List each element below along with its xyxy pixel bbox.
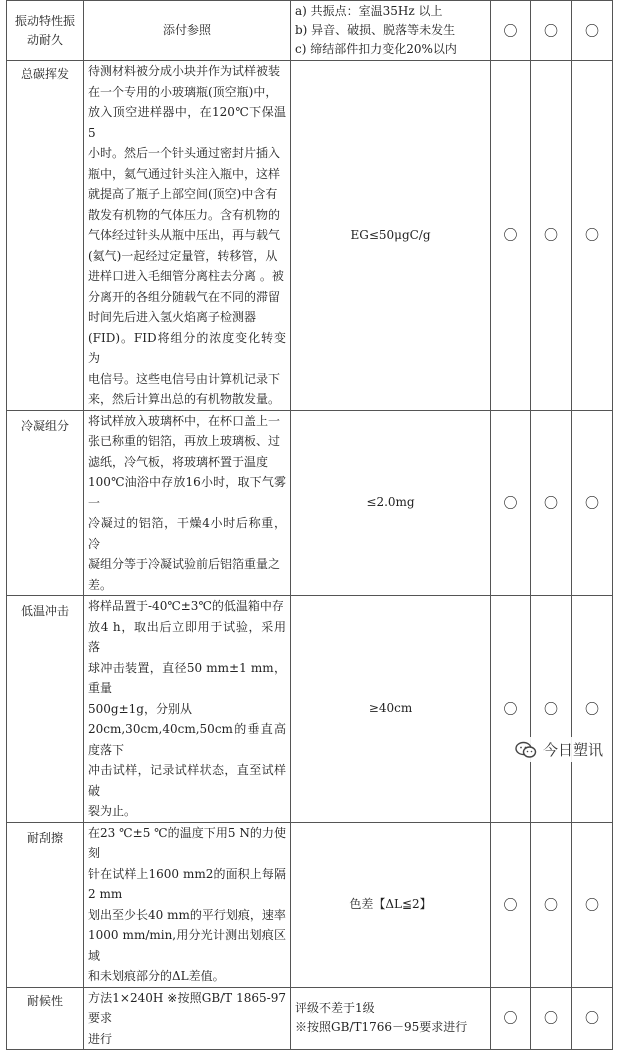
method-line: 1000 mm/min,用分光计测出划痕区域 xyxy=(88,928,286,963)
mark-cell: 〇 xyxy=(531,1,572,61)
method-line: 划出至少长40 mm的平行划痕，速率 xyxy=(88,907,286,922)
standard-line: b) 异音、破损、脱落等未发生 xyxy=(295,23,456,37)
standard-cell xyxy=(291,1,491,61)
method-line: 添付参照 xyxy=(162,23,211,37)
item-name-cell: 冷凝组分 xyxy=(7,410,84,596)
method-line: 小时。然后一个针头通过密封片插入 xyxy=(88,146,281,160)
method-line: 差。 xyxy=(88,577,113,592)
mark-cell: 〇 xyxy=(491,987,531,1050)
method-line: 放入顶空进样器中，在120℃下保温5 xyxy=(88,105,286,140)
method-line: 就提高了瓶子上部空间(顶空)中含有 xyxy=(88,187,278,201)
method-line: 针在试样上1600 mm2的面积上每隔2 mm xyxy=(88,866,286,901)
method-cell xyxy=(84,410,291,596)
method-line: 方法1×240H ※按照GB/T 1865-97要求 xyxy=(88,990,286,1025)
method-line: (氦气)一起经过定量管，转移管，从 xyxy=(88,248,278,263)
method-line: 在一个专用的小玻璃瓶(顶空瓶)中， xyxy=(88,84,278,99)
item-name-line-1: 振动特性振 xyxy=(14,13,75,28)
standard-line: 评级不差于1级 xyxy=(295,1001,375,1016)
mark-cell: 〇 xyxy=(491,410,531,596)
standard-line: ※按照GB/T1766－95要求进行 xyxy=(295,1020,468,1035)
method-line: 和未划痕部分的ΔL差值。 xyxy=(88,969,225,983)
watermark xyxy=(509,737,609,762)
table-row xyxy=(7,596,613,823)
method-cell xyxy=(84,987,291,1050)
method-line: 500g±1g，分别从 xyxy=(88,701,192,716)
standard-line: c) 缔结部件扣力变化20%以内 xyxy=(295,42,457,56)
table-row xyxy=(7,410,613,596)
method-cell xyxy=(84,822,291,987)
method-line: 分离开的各组分随载气在不同的滞留 xyxy=(88,289,281,304)
mark-cell: 〇 xyxy=(491,61,531,411)
item-name-cell: 低温冲击 xyxy=(7,596,84,823)
mark-cell: 〇 xyxy=(531,987,572,1050)
mark-cell: 〇 xyxy=(531,596,572,823)
standard-cell: ≤2.0mg xyxy=(291,410,491,596)
method-line: 凝组分等于冷凝试验前后铝箔重量之 xyxy=(88,557,281,571)
mark-cell: 〇 xyxy=(491,1,531,61)
mark-cell: 〇 xyxy=(572,1,613,61)
item-name-cell: 耐刮擦 xyxy=(7,822,84,987)
mark-cell: 〇 xyxy=(531,410,572,596)
wechat-icon xyxy=(515,741,537,759)
method-line: 进样口进入毛细管分离柱去分离 。被 xyxy=(88,269,284,283)
mark-cell: 〇 xyxy=(491,822,531,987)
spec-table xyxy=(6,0,613,1050)
mark-cell: 〇 xyxy=(491,596,531,823)
item-name-cell: 耐候性 xyxy=(7,987,84,1050)
method-line: 滤纸，冷气板，将玻璃杯置于温度 xyxy=(88,454,269,469)
standard-cell: EG≤50μgC/g xyxy=(291,61,491,411)
method-line: 冷凝过的铝箔，干燥4小时后称重，冷 xyxy=(88,516,286,551)
mark-cell: 〇 xyxy=(572,596,613,823)
method-line: 放4 h，取出后立即用于试验，采用落 xyxy=(88,619,286,654)
method-line: 将试样放入玻璃杯中，在杯口盖上一 xyxy=(88,413,281,428)
method-cell xyxy=(84,61,291,411)
mark-cell: 〇 xyxy=(572,410,613,596)
method-cell xyxy=(84,596,291,823)
table-row xyxy=(7,822,613,987)
mark-cell: 〇 xyxy=(531,61,572,411)
method-line: 瓶中，氦气通过针头注入瓶中，这样 xyxy=(88,166,281,181)
mark-cell: 〇 xyxy=(531,822,572,987)
watermark-text: 今日塑讯 xyxy=(542,741,603,759)
method-line: 球冲击装置，直径50 mm±1 mm，重量 xyxy=(88,660,286,695)
method-line: 冲击试样，记录试样状态，直至试样破 xyxy=(88,763,286,798)
method-line: (FID)。FID将组分的浓度变化转变为 xyxy=(88,330,286,365)
method-line: 在23 ℃±5 ℃的温度下用5 N的力使刻 xyxy=(88,825,286,860)
method-line: 待测材料被分成小块并作为试样被装 xyxy=(88,64,281,78)
method-line: 20cm,30cm,40cm,50cm的垂直高度落下 xyxy=(88,722,286,757)
table-row xyxy=(7,61,613,411)
method-line: 张已称重的铝箔，再放上玻璃板、过 xyxy=(88,434,281,448)
method-line: 散发有机物的气体压力。含有机物的 xyxy=(88,207,281,222)
method-line: 裂为止。 xyxy=(88,804,137,818)
method-cell xyxy=(84,1,291,61)
method-line: 进行 xyxy=(88,1031,113,1046)
standard-cell xyxy=(291,987,491,1050)
table-row xyxy=(7,1,613,61)
table-row xyxy=(7,987,613,1050)
method-line: 电信号。这些电信号由计算机记录下 xyxy=(88,371,281,386)
standard-cell: 色差【ΔL≦2】 xyxy=(291,822,491,987)
method-line: 气体经过针头从瓶中压出，再与载气 xyxy=(88,228,281,242)
mark-cell: 〇 xyxy=(572,822,613,987)
item-name-cell: 总碳挥发 xyxy=(7,61,84,411)
standard-cell: ≥40cm xyxy=(291,596,491,823)
method-line: 时间先后进入氢火焰离子检测器 xyxy=(88,310,257,324)
method-line: 将样品置于-40℃±3℃的低温箱中存 xyxy=(88,599,284,613)
item-name-line-2: 动耐久 xyxy=(26,32,63,47)
mark-cell: 〇 xyxy=(572,987,613,1050)
standard-line: a) 共振点：室温35Hz 以上 xyxy=(295,4,443,18)
mark-cell: 〇 xyxy=(572,61,613,411)
method-line: 来，然后计算出总的有机物散发量。 xyxy=(88,392,281,406)
item-name-cell xyxy=(7,1,84,61)
method-line: 100℃油浴中存放16小时，取下气雾一 xyxy=(88,475,286,510)
